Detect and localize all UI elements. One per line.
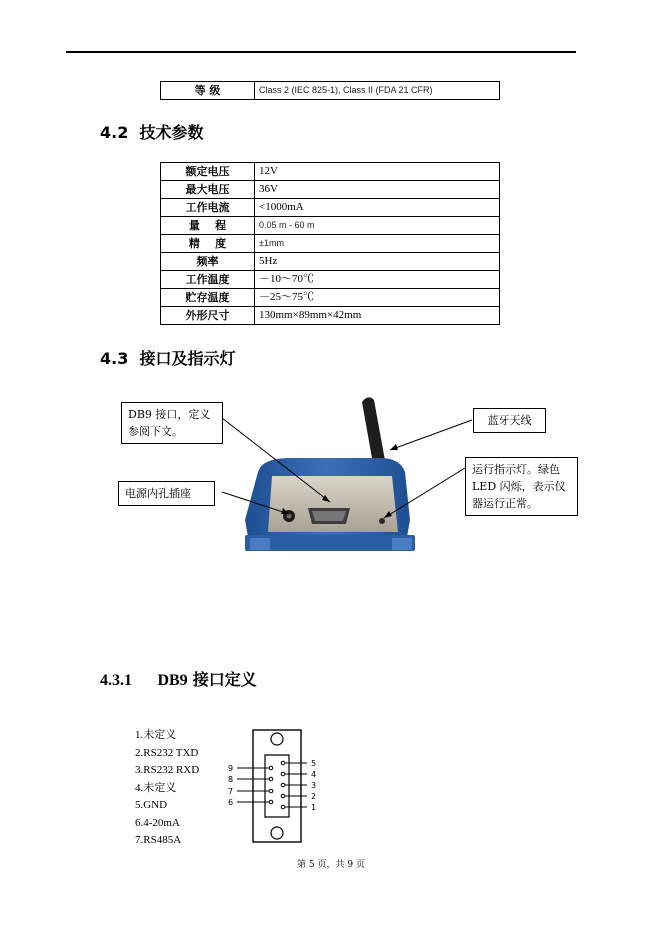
spec-value: 36V — [255, 181, 500, 199]
db9-connector-diagram — [225, 725, 335, 850]
pin-label: 4 — [311, 770, 317, 779]
spec-label: 外形尺寸 — [161, 307, 255, 325]
spec-value: 12V — [255, 163, 500, 181]
table-row — [161, 163, 500, 181]
pin-label: 9 — [228, 764, 234, 773]
table-row — [161, 271, 500, 289]
section-number: 4.3.1 — [100, 672, 132, 689]
pin-label: 2 — [311, 792, 317, 801]
pin-label: 1 — [311, 803, 317, 812]
pin-list — [135, 727, 199, 850]
spec-label: 工作温度 — [161, 271, 255, 289]
spec-value: －25～75℃ — [255, 289, 500, 307]
table-row — [161, 199, 500, 217]
spec-label: 量 程 — [161, 217, 255, 235]
spec-value: 5Hz — [255, 253, 500, 271]
spec-label: 精 度 — [161, 235, 255, 253]
spec-label: 最大电压 — [161, 181, 255, 199]
section-number: 4.2 — [100, 123, 129, 142]
list-item: 1.未定义 — [135, 729, 177, 741]
table-row — [161, 307, 500, 325]
section-title: 接口定义 — [192, 670, 257, 689]
section-title-latin: DB9 — [157, 672, 188, 689]
bottom-rail — [245, 535, 415, 551]
table-row — [161, 235, 500, 253]
spec-value: 0.05 m - 60 m — [255, 217, 500, 235]
callout-led: 运行指示灯。绿色 LED 闪烁，表示仪器运行正常。 — [465, 457, 578, 516]
header-rule — [66, 51, 576, 53]
table-row — [161, 82, 500, 100]
status-led — [379, 518, 385, 524]
pin-label: 8 — [228, 775, 234, 784]
class-table — [160, 81, 500, 100]
pin-label: 6 — [228, 798, 234, 807]
page-footer: 第 5 页，共 9 页 — [297, 860, 365, 870]
list-item: 2.RS232 TXD — [135, 746, 199, 759]
pin-label: 7 — [228, 787, 234, 796]
table-row — [161, 253, 500, 271]
spec-label: 额定电压 — [161, 163, 255, 181]
section-heading-4-2 — [100, 120, 204, 143]
spec-label: 频率 — [161, 253, 255, 271]
spec-table — [160, 162, 500, 325]
list-item: 5.GND — [135, 799, 168, 811]
section-title: 技术参数 — [139, 123, 204, 142]
spec-label: 贮存温度 — [161, 289, 255, 307]
callout-power: 电源内孔插座 — [118, 481, 215, 506]
spec-value: <1000mA — [255, 199, 500, 217]
class-value: Class 2 (IEC 825-1), Class II (FDA 21 CFR) — [255, 82, 500, 100]
pin-label: 5 — [311, 759, 317, 768]
table-row — [161, 181, 500, 199]
table-row — [161, 289, 500, 307]
spec-label: 工作电流 — [161, 199, 255, 217]
list-item: 7.RS485A — [135, 834, 182, 846]
section-heading-4-3 — [100, 346, 236, 369]
list-item: 3.RS232 RXD — [135, 764, 200, 776]
table-row — [161, 217, 500, 235]
class-label: 等 级 — [161, 82, 255, 100]
section-title: 接口及指示灯 — [139, 349, 236, 368]
spec-value: ±1mm — [255, 235, 500, 253]
list-item: 4.未定义 — [135, 781, 177, 794]
callout-db9: DB9 接口，定义参阅下文。 — [121, 402, 223, 444]
section-number: 4.3 — [100, 349, 129, 368]
spec-value: 130mm×89mm×42mm — [255, 307, 500, 325]
callout-antenna: 蓝牙天线 — [473, 408, 546, 433]
pin-label: 3 — [311, 781, 317, 790]
spec-value: －10～70℃ — [255, 271, 500, 289]
list-item: 6.4-20mA — [135, 816, 180, 829]
section-heading-4-3-1 — [100, 667, 257, 690]
